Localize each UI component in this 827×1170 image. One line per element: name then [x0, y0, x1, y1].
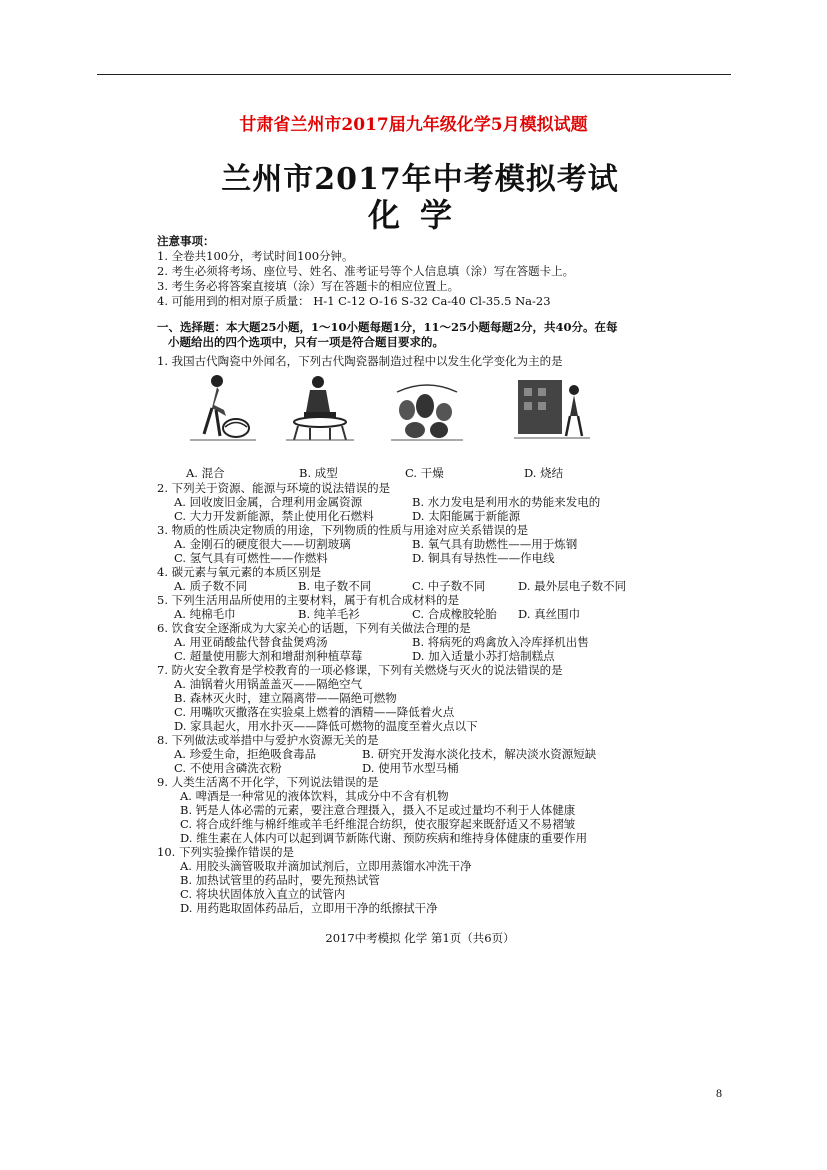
question-stem: 1. 我国古代陶瓷中外闻名，下列古代陶瓷器制造过程中以发生化学变化为主的是: [157, 354, 563, 368]
question-stem: 4. 碳元素与氧元素的本质区别是: [157, 565, 322, 579]
option: D. 加入适量小苏打焙制糕点: [412, 649, 555, 663]
page-number: 8: [716, 1086, 722, 1100]
option: B. 纯羊毛衫: [298, 607, 360, 621]
option: B. 将病死的鸡禽放入冷库择机出售: [412, 635, 589, 649]
option: B. 森林灭火时，建立隔离带——隔绝可燃物: [174, 691, 397, 705]
option: D. 维生素在人体内可以起到调节新陈代谢、预防疾病和维持身体健康的重要作用: [180, 831, 588, 845]
pottery-mixing-icon: [182, 372, 262, 444]
option: A. 回收废旧金属，合理利用金属资源: [174, 495, 363, 509]
option: D. 太阳能属于新能源: [412, 509, 521, 523]
option: A. 混合: [186, 466, 225, 480]
top-rule: [97, 74, 731, 75]
option: D. 用药匙取固体药品后，立即用干净的纸擦拭干净: [180, 901, 438, 915]
scanned-exam-page: [140, 150, 700, 950]
option: B. 氧气具有助燃性——用于炼钢: [412, 537, 578, 551]
pottery-drying-icon: [387, 372, 467, 444]
question-stem: 7. 防火安全教育是学校教育的一项必修课，下列有关燃烧与灭火的说法错误的是: [157, 663, 563, 677]
option: D. 真丝围巾: [518, 607, 581, 621]
question-stem: 2. 下列关于资源、能源与环境的说法错误的是: [157, 481, 391, 495]
option: A. 金刚石的硬度很大——切割玻璃: [174, 537, 351, 551]
notice-item: 2. 考生必须将考场、座位号、姓名、准考证号等个人信息填（涂）写在答题卡上。: [157, 264, 575, 278]
question-stem: 5. 下列生活用品所使用的主要材料，属于有机合成材料的是: [157, 593, 460, 607]
pottery-shaping-icon: [280, 372, 360, 444]
option: D. 铜具有导热性——作电线: [412, 551, 555, 565]
option: C. 将合成纤维与棉纤维或羊毛纤维混合纺织，使衣服穿起来既舒适又不易褶皱: [180, 817, 576, 831]
question-stem: 8. 下列做法或举措中与爱护水资源无关的是: [157, 733, 379, 747]
option: A. 啤酒是一种常见的液体饮料，其成分中不含有机物: [180, 789, 449, 803]
option: A. 用亚硝酸盐代替食盐煲鸡汤: [174, 635, 328, 649]
option: A. 用胶头滴管吸取并滴加试剂后，立即用蒸馏水冲洗干净: [180, 859, 472, 873]
question-stem: 10. 下列实验操作错误的是: [157, 845, 294, 859]
option: A. 质子数不同: [174, 579, 248, 593]
question-stem: 6. 饮食安全逐渐成为大家关心的话题，下列有关做法合理的是: [157, 621, 471, 635]
notice-item: 4. 可能用到的相对原子质量： H-1 C-12 O-16 S-32 Ca-40 Cl-35.5 Na-23: [157, 294, 551, 308]
option: C. 不使用含磷洗衣粉: [174, 761, 282, 775]
option: C. 将块状固体放入直立的试管内: [180, 887, 346, 901]
exam-footer: 2017中考模拟 化学 第1页（共6页）: [325, 931, 515, 945]
option: A. 纯棉毛巾: [174, 607, 236, 621]
option: A. 油锅着火用锅盖盖灭——隔绝空气: [174, 677, 363, 691]
option: C. 干燥: [405, 466, 444, 480]
option: B. 研究开发海水淡化技术，解决淡水资源短缺: [362, 747, 597, 761]
option: C. 用嘴吹灭撒落在实验桌上燃着的酒精——降低着火点: [174, 705, 455, 719]
notice-item: 1. 全卷共100分，考试时间100分钟。: [157, 249, 354, 263]
option: B. 水力发电是利用水的势能来发电的: [412, 495, 601, 509]
option: C. 合成橡胶轮胎: [412, 607, 497, 621]
option: B. 加热试管里的药品时，要先预热试管: [180, 873, 380, 887]
kiln-firing-icon: [512, 372, 592, 444]
option: C. 超量使用膨大剂和增甜剂种植草莓: [174, 649, 363, 663]
subject-title: 化学: [367, 196, 472, 234]
section-heading-cont: 小题给出的四个选项中，只有一项是符合题目要求的。: [168, 335, 444, 349]
notice-item: 3. 考生务必将答案直接填（涂）写在答题卡的相应位置上。: [157, 279, 460, 293]
option: D. 烧结: [524, 466, 564, 480]
section-heading: 一、选择题：本大题25小题，1～10小题每题1分，11～25小题每题2分，共40分。在每: [157, 320, 618, 334]
option: B. 成型: [299, 466, 338, 480]
question-stem: 3. 物质的性质决定物质的用途，下列物质的性质与用途对应关系错误的是: [157, 523, 529, 537]
option: C. 中子数不同: [412, 579, 486, 593]
option: C. 大力开发新能源，禁止使用化石燃料: [174, 509, 374, 523]
exam-title: 兰州市2017年中考模拟考试: [221, 162, 619, 197]
option: D. 最外层电子数不同: [518, 579, 627, 593]
option: C. 氢气具有可燃性——作燃料: [174, 551, 328, 565]
notice-heading: 注意事项：: [157, 234, 215, 248]
option: B. 电子数不同: [298, 579, 372, 593]
option: D. 使用节水型马桶: [362, 761, 459, 775]
document-title: 甘肃省兰州市2017届九年级化学5月模拟试题: [239, 115, 588, 135]
option: B. 钙是人体必需的元素，要注意合理摄入，摄入不足或过量均不利于人体健康: [180, 803, 576, 817]
option: D. 家具起火，用水扑灭——降低可燃物的温度至着火点以下: [174, 719, 478, 733]
question-stem: 9. 人类生活离不开化学，下列说法错误的是: [157, 775, 379, 789]
option: A. 珍爱生命，拒绝吸食毒品: [174, 747, 317, 761]
